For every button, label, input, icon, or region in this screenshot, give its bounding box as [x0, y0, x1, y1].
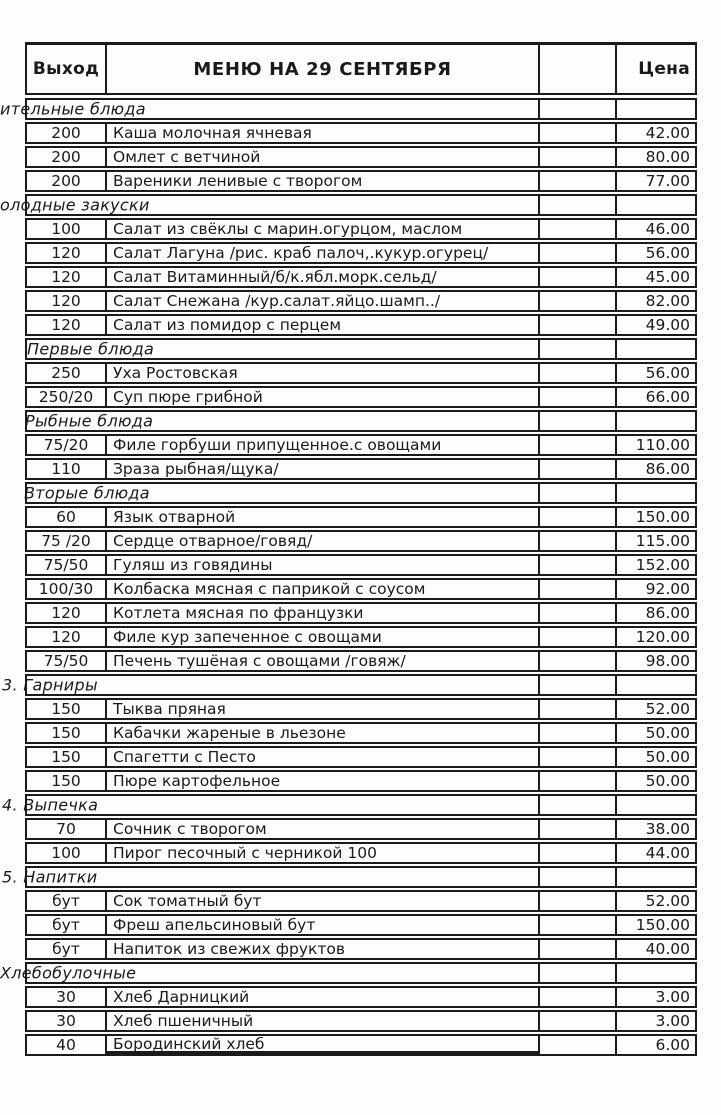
- portion-cell-text: 120: [51, 628, 81, 646]
- portion-cell-text: 100/30: [38, 580, 94, 598]
- spacer-cell: [538, 218, 617, 240]
- dish-name-cell: [105, 650, 540, 672]
- menu-item-row: [25, 242, 697, 264]
- price-cell: [615, 770, 697, 792]
- menu-table: [0, 42, 697, 1058]
- menu-item-row: [25, 842, 697, 864]
- portion-cell: [25, 698, 107, 720]
- section-title-cell: [25, 338, 540, 360]
- menu-item-row: [25, 890, 697, 912]
- price-cell: [615, 842, 697, 864]
- portion-cell: [25, 314, 107, 336]
- section-row: [0, 962, 697, 984]
- price-cell-text: 42.00: [645, 124, 690, 142]
- portion-cell-text: 75/50: [43, 556, 89, 574]
- section-row: [25, 338, 697, 360]
- price-cell-text: 110.00: [635, 436, 690, 454]
- price-cell-text: 3.00: [655, 988, 690, 1006]
- dish-name-cell: [105, 914, 540, 936]
- menu-item-row: [25, 146, 697, 168]
- price-cell: [615, 218, 697, 240]
- portion-cell: [25, 434, 107, 456]
- dish-name-cell-text: Салат Снежана /кур.салат.яйцо.шамп../: [113, 292, 441, 310]
- menu-item-row: [25, 218, 697, 240]
- portion-cell: [25, 746, 107, 768]
- section-title-cell: [2, 794, 540, 816]
- section-title: Хлебобулочные: [0, 963, 137, 983]
- price-cell-text: 86.00: [645, 460, 690, 478]
- price-cell-text: 152.00: [635, 556, 690, 574]
- price-cell-text: 115.00: [635, 532, 690, 550]
- menu-item-row: [25, 266, 697, 288]
- portion-cell: [25, 578, 107, 600]
- section-price-cell: [615, 962, 697, 984]
- section-spacer-cell: [538, 194, 617, 216]
- menu-item-row: [25, 938, 697, 960]
- dish-name-cell-text: Хлеб пшеничный: [113, 1012, 254, 1030]
- dish-name-cell: [105, 722, 540, 744]
- portion-cell-text: 30: [56, 988, 76, 1006]
- dish-name-cell-text: Филе кур запеченное с овощами: [113, 628, 382, 646]
- menu-item-row: [25, 170, 697, 192]
- portion-cell-text: бут: [52, 892, 80, 910]
- menu-item-row: [25, 530, 697, 552]
- price-cell-text: 3.00: [655, 1012, 690, 1030]
- dish-name-cell-text: Филе горбуши припущенное.с овощами: [113, 436, 442, 454]
- price-cell: [615, 170, 697, 192]
- dish-name-cell: [105, 1010, 540, 1032]
- menu-item-row: [25, 1010, 697, 1032]
- menu-item-row: [25, 554, 697, 576]
- price-cell: [615, 722, 697, 744]
- section-price-cell: [615, 674, 697, 696]
- spacer-cell: [538, 506, 617, 528]
- spacer-cell: [538, 242, 617, 264]
- portion-cell-text: 150: [51, 724, 81, 742]
- spacer-cell: [538, 626, 617, 648]
- price-cell: [615, 698, 697, 720]
- section-title: 3. Гарниры: [2, 675, 98, 695]
- section-row: [2, 674, 697, 696]
- portion-cell: [25, 506, 107, 528]
- price-column-header: Цена: [615, 42, 697, 95]
- portion-cell-text: бут: [52, 916, 80, 934]
- price-cell-text: 52.00: [645, 700, 690, 718]
- price-cell-text: 56.00: [645, 364, 690, 382]
- section-row: [2, 794, 697, 816]
- portion-cell: [25, 386, 107, 408]
- portion-cell: [25, 458, 107, 480]
- portion-cell-text: 120: [51, 316, 81, 334]
- section-spacer-cell: [538, 98, 617, 120]
- dish-name-cell-text: Сердце отварное/говяд/: [113, 532, 313, 550]
- price-cell: [615, 986, 697, 1008]
- portion-cell-text: 100: [51, 220, 81, 238]
- menu-item-row: [25, 578, 697, 600]
- portion-cell: [25, 1010, 107, 1032]
- dish-name-cell-text: Хлеб Дарницкий: [113, 988, 250, 1006]
- spacer-cell: [538, 266, 617, 288]
- menu-item-row: [25, 290, 697, 312]
- spacer-cell: [538, 842, 617, 864]
- menu-item-row: [25, 434, 697, 456]
- section-row: [25, 482, 697, 504]
- portion-column-header: Выход: [25, 42, 107, 95]
- portion-cell-text: 60: [56, 508, 76, 526]
- price-cell-text: 86.00: [645, 604, 690, 622]
- section-title-cell: [0, 194, 540, 216]
- price-cell-text: 92.00: [645, 580, 690, 598]
- dish-name-cell: [105, 530, 540, 552]
- price-cell: [615, 602, 697, 624]
- price-cell: [615, 746, 697, 768]
- section-spacer-cell: [538, 962, 617, 984]
- section-row: [0, 98, 697, 120]
- price-cell-text: 44.00: [645, 844, 690, 862]
- section-title-cell: [25, 410, 540, 432]
- portion-cell: [25, 242, 107, 264]
- price-cell: [615, 122, 697, 144]
- dish-name-cell-text: Тыква пряная: [113, 700, 226, 718]
- price-cell-text: 77.00: [645, 172, 690, 190]
- spacer-cell: [538, 578, 617, 600]
- dish-name-cell: [105, 602, 540, 624]
- menu-item-row: [25, 386, 697, 408]
- dish-name-cell-text: Бородинский хлеб: [113, 1034, 265, 1053]
- dish-name-cell: [105, 818, 540, 840]
- price-cell: [615, 458, 697, 480]
- spacer-cell: [538, 170, 617, 192]
- price-cell-text: 45.00: [645, 268, 690, 286]
- section-title: Вторые блюда: [24, 483, 150, 503]
- spacer-cell: [538, 1034, 617, 1056]
- section-spacer-cell: [538, 674, 617, 696]
- menu-item-row: [25, 746, 697, 768]
- price-cell: [615, 530, 697, 552]
- spacer-cell: [538, 314, 617, 336]
- price-cell: [615, 266, 697, 288]
- price-cell-text: 98.00: [645, 652, 690, 670]
- dish-name-cell-text: Вареники ленивые с творогом: [113, 172, 363, 190]
- section-price-cell: [615, 410, 697, 432]
- price-cell-text: 6.00: [655, 1036, 690, 1054]
- price-cell-text: 150.00: [635, 916, 690, 934]
- spacer-cell: [538, 914, 617, 936]
- spacer-cell: [538, 554, 617, 576]
- section-row: [2, 866, 697, 888]
- dish-name-cell: [105, 314, 540, 336]
- dish-name-cell-text: Салат Витаминный/б/к.ябл.морк.сельд/: [113, 268, 437, 286]
- price-cell-text: 80.00: [645, 148, 690, 166]
- dish-name-cell: [105, 626, 540, 648]
- menu-item-row: [25, 698, 697, 720]
- price-cell: [615, 242, 697, 264]
- portion-cell-text: 75/20: [43, 436, 89, 454]
- price-cell: [615, 578, 697, 600]
- section-title-cell: [25, 482, 540, 504]
- dish-name-cell: [105, 218, 540, 240]
- spacer-cell: [538, 890, 617, 912]
- dish-name-cell-text: Фреш апельсиновый бут: [113, 916, 316, 934]
- section-spacer-cell: [538, 338, 617, 360]
- dish-name-cell-text: Гуляш из говядины: [113, 556, 273, 574]
- spacer-cell: [538, 986, 617, 1008]
- price-cell-text: 46.00: [645, 220, 690, 238]
- price-cell: [615, 818, 697, 840]
- dish-name-cell: [105, 890, 540, 912]
- section-title: ительные блюда: [0, 99, 146, 119]
- dish-name-cell: [105, 986, 540, 1008]
- price-cell-text: 50.00: [645, 748, 690, 766]
- portion-cell-text: 40: [56, 1036, 76, 1054]
- menu-item-row: [25, 914, 697, 936]
- price-cell-text: 56.00: [645, 244, 690, 262]
- price-cell: [615, 1010, 697, 1032]
- dish-name-cell: [105, 578, 540, 600]
- section-title-cell: [0, 98, 540, 120]
- portion-cell-text: 70: [56, 820, 76, 838]
- portion-cell: [25, 122, 107, 144]
- spacer-cell: [538, 770, 617, 792]
- section-spacer-cell: [538, 482, 617, 504]
- spacer-cell: [538, 530, 617, 552]
- portion-cell: [25, 722, 107, 744]
- menu-item-row: [25, 122, 697, 144]
- portion-cell: [25, 842, 107, 864]
- dish-name-cell-text: Зраза рыбная/щука/: [113, 460, 279, 478]
- spacer-cell: [538, 818, 617, 840]
- dish-name-cell-text: Пирог песочный с черникой 100: [113, 844, 377, 862]
- dish-name-cell-text: Печень тушёная с овощами /говяж/: [113, 652, 406, 670]
- dish-name-cell-text: Напиток из свежих фруктов: [113, 940, 346, 958]
- dish-name-cell: [105, 170, 540, 192]
- portion-cell: [25, 554, 107, 576]
- spacer-cell: [538, 650, 617, 672]
- portion-cell-text: 75/50: [43, 652, 89, 670]
- section-price-cell: [615, 866, 697, 888]
- dish-name-cell-text: Салат Лагуна /рис. краб палоч,.кукур.огурец/: [113, 244, 489, 262]
- portion-cell: [25, 914, 107, 936]
- portion-cell-text: 75 /20: [41, 532, 91, 550]
- dish-name-cell: [105, 458, 540, 480]
- dish-name-cell: [105, 122, 540, 144]
- portion-cell-text: 200: [51, 172, 81, 190]
- price-cell: [615, 626, 697, 648]
- portion-cell: [25, 170, 107, 192]
- price-cell: [615, 434, 697, 456]
- dish-name-cell-text: Кабачки жареные в льезоне: [113, 724, 346, 742]
- portion-cell-text: 200: [51, 124, 81, 142]
- menu-item-row: [25, 770, 697, 792]
- dish-name-cell-text: Сок томатный бут: [113, 892, 262, 910]
- dish-name-cell: [105, 434, 540, 456]
- price-cell: [615, 290, 697, 312]
- section-spacer-cell: [538, 794, 617, 816]
- section-title: олодные закуски: [0, 195, 150, 215]
- portion-cell-text: 250: [51, 364, 81, 382]
- dish-name-cell-text: Салат из свёклы с марин.огурцом, маслом: [113, 220, 463, 238]
- menu-item-row: [25, 314, 697, 336]
- portion-cell: [25, 290, 107, 312]
- spacer-cell: [538, 458, 617, 480]
- price-cell-text: 52.00: [645, 892, 690, 910]
- section-spacer-cell: [538, 866, 617, 888]
- dish-name-cell: [105, 506, 540, 528]
- portion-cell-text: 120: [51, 244, 81, 262]
- section-spacer-cell: [538, 410, 617, 432]
- spacer-cell: [538, 746, 617, 768]
- portion-cell-text: бут: [52, 940, 80, 958]
- portion-cell: [25, 818, 107, 840]
- section-price-cell: [615, 794, 697, 816]
- table-header-row: [25, 42, 697, 95]
- dish-name-cell: [105, 554, 540, 576]
- spacer-cell: [538, 122, 617, 144]
- dish-name-cell-text: Омлет с ветчиной: [113, 148, 261, 166]
- portion-cell-text: 100: [51, 844, 81, 862]
- dish-name-cell: [105, 1034, 540, 1056]
- portion-cell: [25, 770, 107, 792]
- portion-cell: [25, 890, 107, 912]
- portion-cell: [25, 1034, 107, 1056]
- dish-name-cell: [105, 290, 540, 312]
- spacer-cell: [538, 602, 617, 624]
- price-cell: [615, 146, 697, 168]
- spacer-cell: [538, 146, 617, 168]
- section-row: [0, 194, 697, 216]
- portion-cell-text: 150: [51, 772, 81, 790]
- menu-item-row: [25, 506, 697, 528]
- dish-name-cell: [105, 266, 540, 288]
- section-title: 5. Напитки: [2, 867, 98, 887]
- price-cell: [615, 890, 697, 912]
- portion-cell-text: 120: [51, 292, 81, 310]
- price-cell-text: 38.00: [645, 820, 690, 838]
- dish-name-cell: [105, 770, 540, 792]
- price-cell: [615, 914, 697, 936]
- portion-cell: [25, 146, 107, 168]
- section-price-cell: [615, 482, 697, 504]
- price-cell: [615, 362, 697, 384]
- portion-cell: [25, 650, 107, 672]
- portion-cell: [25, 218, 107, 240]
- section-row: [25, 410, 697, 432]
- spacer-cell: [538, 722, 617, 744]
- menu-title: МЕНЮ НА 29 СЕНТЯБРЯ: [105, 42, 540, 95]
- section-title: Первые блюда: [27, 339, 155, 359]
- portion-cell: [25, 602, 107, 624]
- spacer-column-header: [538, 42, 617, 95]
- section-title-cell: [2, 866, 540, 888]
- portion-cell: [25, 362, 107, 384]
- spacer-cell: [538, 1010, 617, 1032]
- price-cell: [615, 386, 697, 408]
- section-title: Рыбные блюда: [25, 411, 154, 431]
- price-cell-text: 50.00: [645, 772, 690, 790]
- portion-cell-text: 150: [51, 700, 81, 718]
- portion-cell-text: 150: [51, 748, 81, 766]
- portion-cell: [25, 938, 107, 960]
- spacer-cell: [538, 362, 617, 384]
- portion-cell: [25, 986, 107, 1008]
- dish-name-cell: [105, 386, 540, 408]
- spacer-cell: [538, 290, 617, 312]
- dish-name-cell: [105, 242, 540, 264]
- price-cell: [615, 1034, 697, 1056]
- price-cell-text: 82.00: [645, 292, 690, 310]
- dish-name-cell-text: Язык отварной: [113, 508, 236, 526]
- portion-cell-text: 120: [51, 268, 81, 286]
- menu-item-row: [25, 650, 697, 672]
- dish-name-cell: [105, 698, 540, 720]
- portion-cell-text: 110: [51, 460, 81, 478]
- dish-name-cell: [105, 746, 540, 768]
- dish-name-cell: [105, 146, 540, 168]
- dish-name-cell: [105, 362, 540, 384]
- price-cell: [615, 938, 697, 960]
- dish-name-cell-text: Каша молочная ячневая: [113, 124, 312, 142]
- menu-item-row: [25, 626, 697, 648]
- section-title-cell: [0, 962, 540, 984]
- price-cell-text: 120.00: [635, 628, 690, 646]
- portion-cell: [25, 266, 107, 288]
- menu-item-row: [25, 602, 697, 624]
- dish-name-cell-text: Колбаска мясная с паприкой с соусом: [113, 580, 426, 598]
- dish-name-cell-text: Уха Ростовская: [113, 364, 238, 382]
- spacer-cell: [538, 938, 617, 960]
- price-cell-text: 66.00: [645, 388, 690, 406]
- section-price-cell: [615, 338, 697, 360]
- price-cell: [615, 554, 697, 576]
- portion-cell-text: 120: [51, 604, 81, 622]
- portion-cell-text: 200: [51, 148, 81, 166]
- menu-item-row: [25, 362, 697, 384]
- spacer-cell: [538, 698, 617, 720]
- menu-item-row: [25, 1034, 697, 1056]
- menu-item-row: [25, 458, 697, 480]
- price-cell-text: 40.00: [645, 940, 690, 958]
- dish-name-cell-text: Сочник с творогом: [113, 820, 267, 838]
- portion-cell: [25, 626, 107, 648]
- dish-name-cell-text: Пюре картофельное: [113, 772, 281, 790]
- price-cell-text: 50.00: [645, 724, 690, 742]
- menu-item-row: [25, 818, 697, 840]
- portion-cell-text: 30: [56, 1012, 76, 1030]
- section-price-cell: [615, 98, 697, 120]
- dish-name-cell: [105, 938, 540, 960]
- dish-name-cell-text: Спагетти с Песто: [113, 748, 256, 766]
- menu-item-row: [25, 722, 697, 744]
- spacer-cell: [538, 434, 617, 456]
- price-cell: [615, 314, 697, 336]
- price-cell-text: 49.00: [645, 316, 690, 334]
- menu-item-row: [25, 986, 697, 1008]
- dish-name-cell-text: Суп пюре грибной: [113, 388, 263, 406]
- price-cell-text: 150.00: [635, 508, 690, 526]
- spacer-cell: [538, 386, 617, 408]
- portion-cell: [25, 530, 107, 552]
- portion-cell-text: 250/20: [38, 388, 94, 406]
- section-price-cell: [615, 194, 697, 216]
- dish-name-cell-text: Салат из помидор с перцем: [113, 316, 342, 334]
- section-title: 4. Выпечка: [2, 795, 99, 815]
- dish-name-cell: [105, 842, 540, 864]
- price-cell: [615, 650, 697, 672]
- dish-name-cell-text: Котлета мясная по французки: [113, 604, 364, 622]
- section-title-cell: [2, 674, 540, 696]
- price-cell: [615, 506, 697, 528]
